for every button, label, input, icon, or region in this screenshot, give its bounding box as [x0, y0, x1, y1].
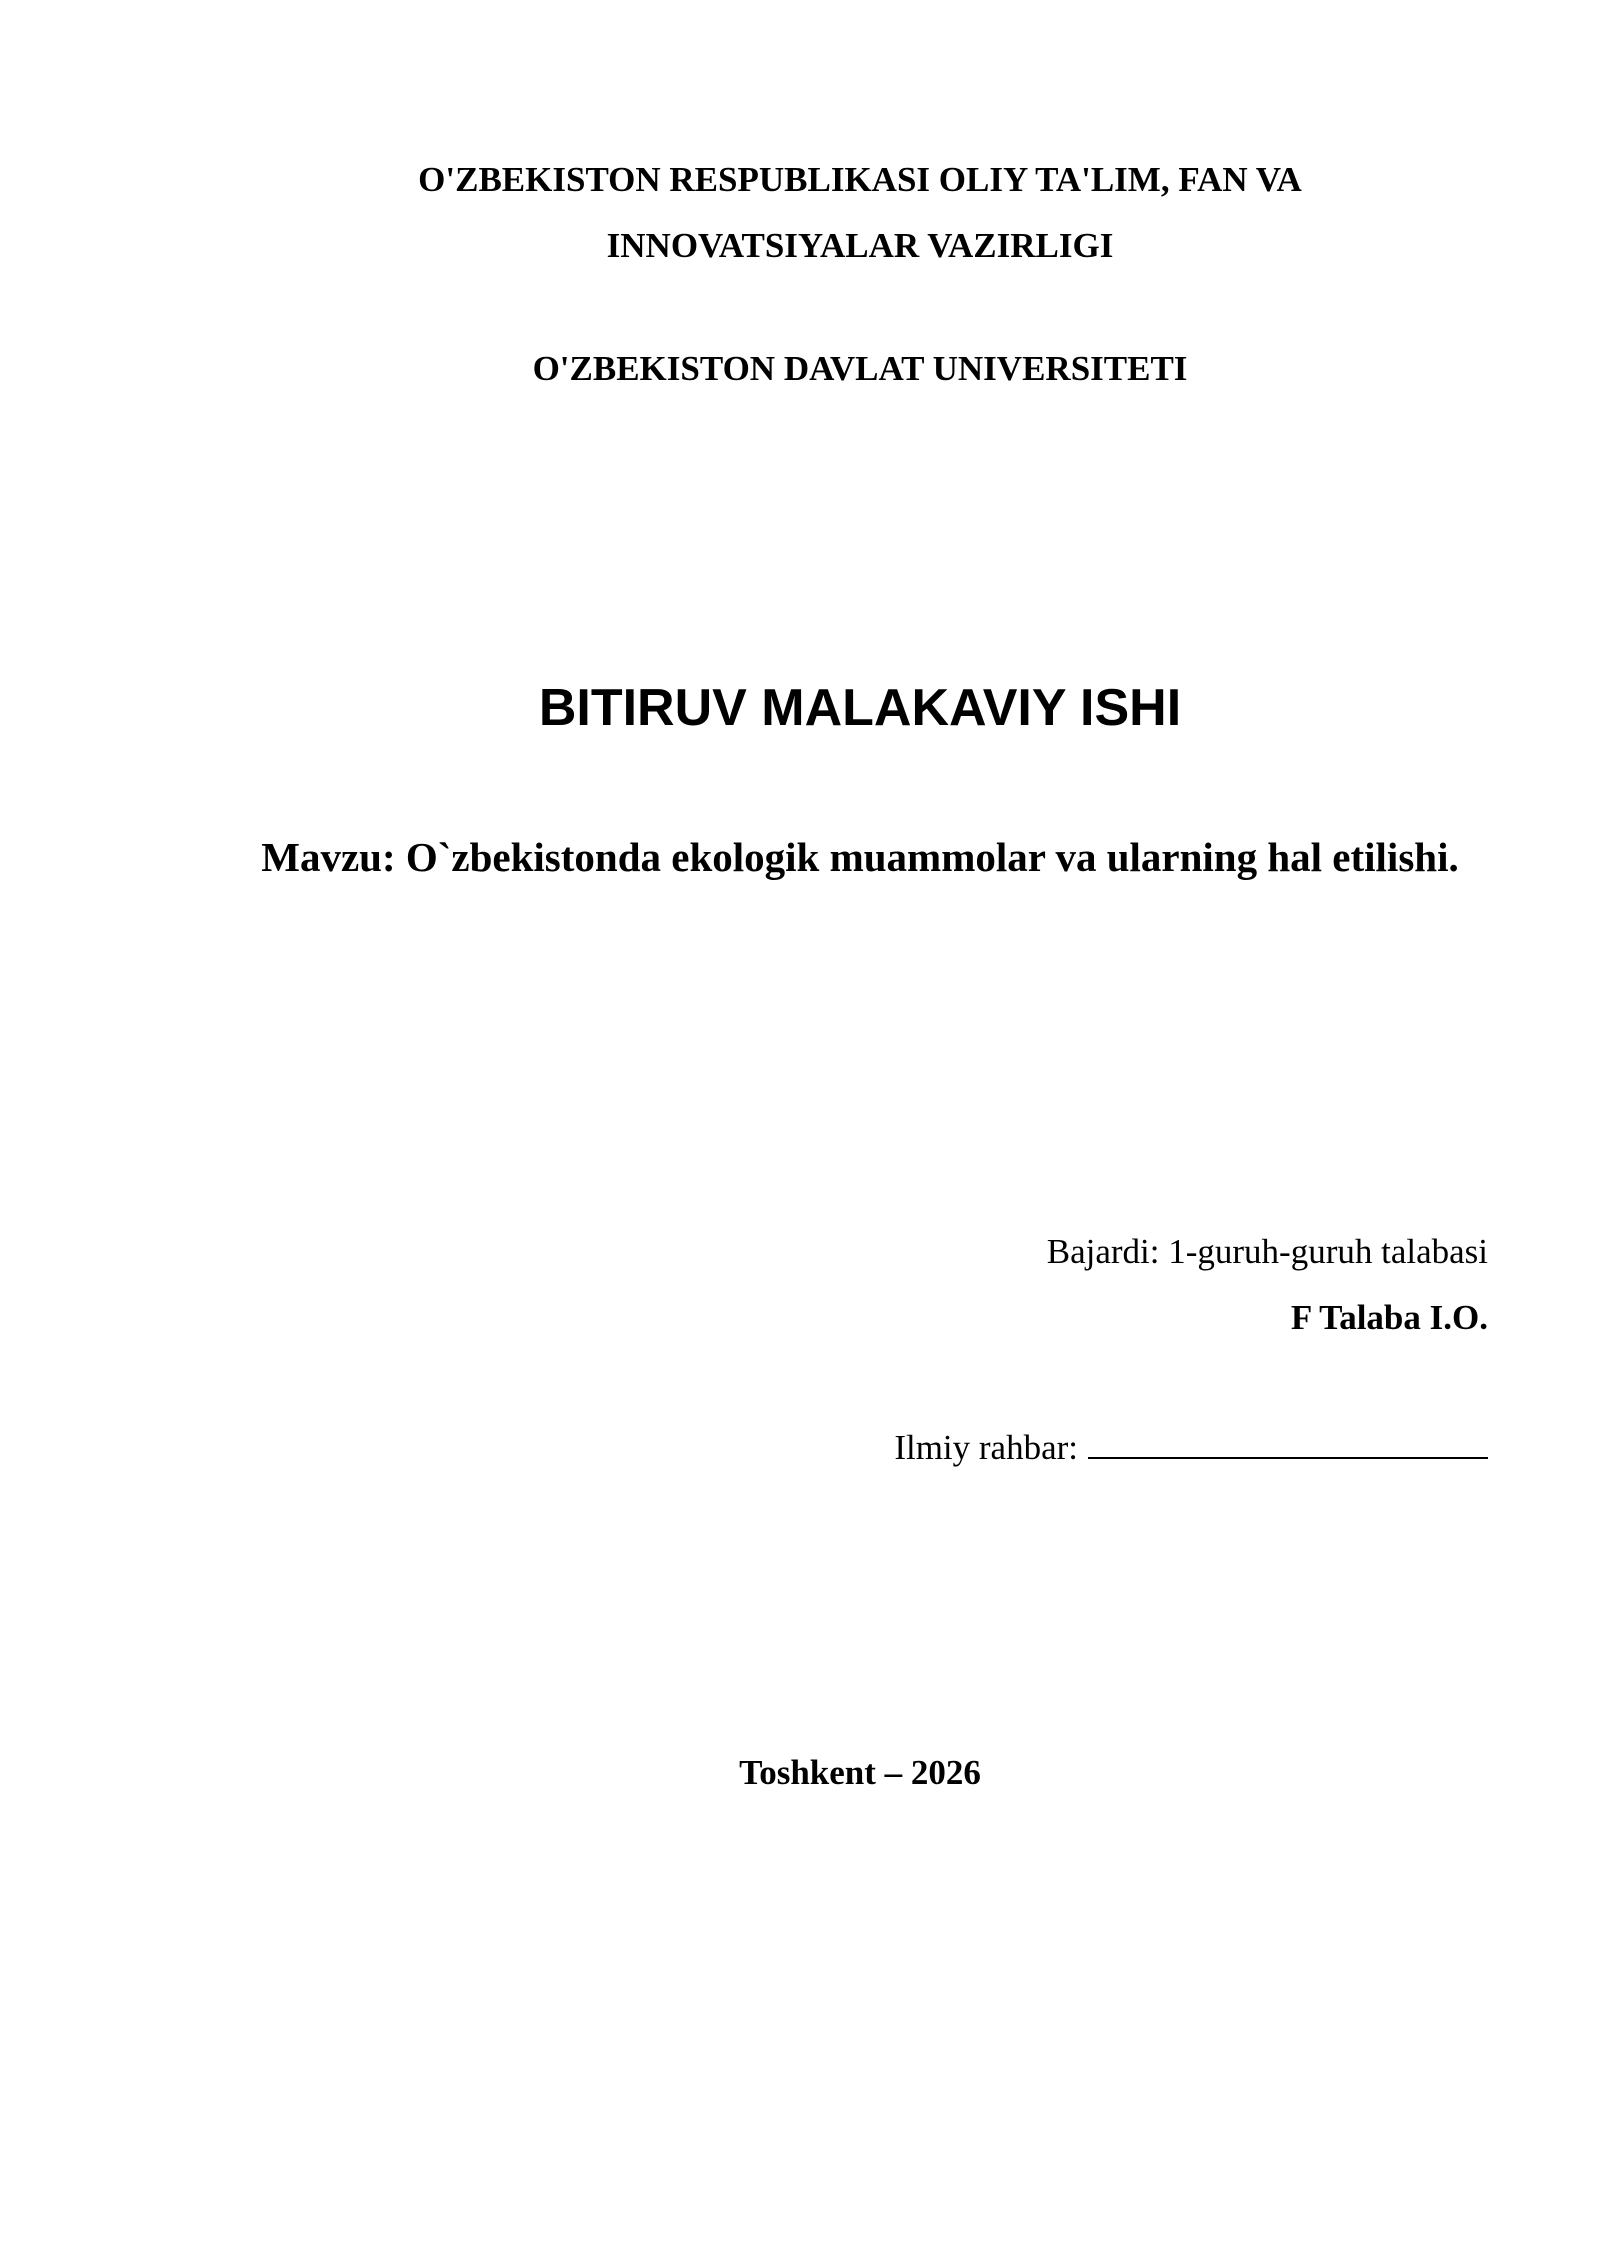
university-name: O'ZBEKISTON DAVLAT UNIVERSITETI: [532, 349, 1188, 388]
document-type-title: BITIRUV MALAKAVIY ISHI: [538, 679, 1182, 737]
performed-by-line: Bajardi: 1-guruh-guruh talabasi: [1046, 1232, 1488, 1271]
ministry-heading: [0, 147, 1600, 279]
ministry-line-2: INNOVATSIYALAR VAZIRLIGI: [606, 226, 1114, 265]
ministry-line-1: O'ZBEKISTON RESPUBLIKASI OLIY TA'LIM, FAN VA: [418, 160, 1302, 199]
student-name: F Talaba I.O.: [1290, 1298, 1488, 1337]
supervisor-blank-line: [1088, 1427, 1488, 1459]
supervisor-line: [894, 1425, 1488, 1471]
city-year: Toshkent – 2026: [739, 1753, 981, 1792]
supervisor-label: Ilmiy rahbar:: [894, 1428, 1078, 1467]
topic-line: Mavzu: O`zbekistonda ekologik muammolar va ularning hal etilishi.: [261, 834, 1459, 880]
